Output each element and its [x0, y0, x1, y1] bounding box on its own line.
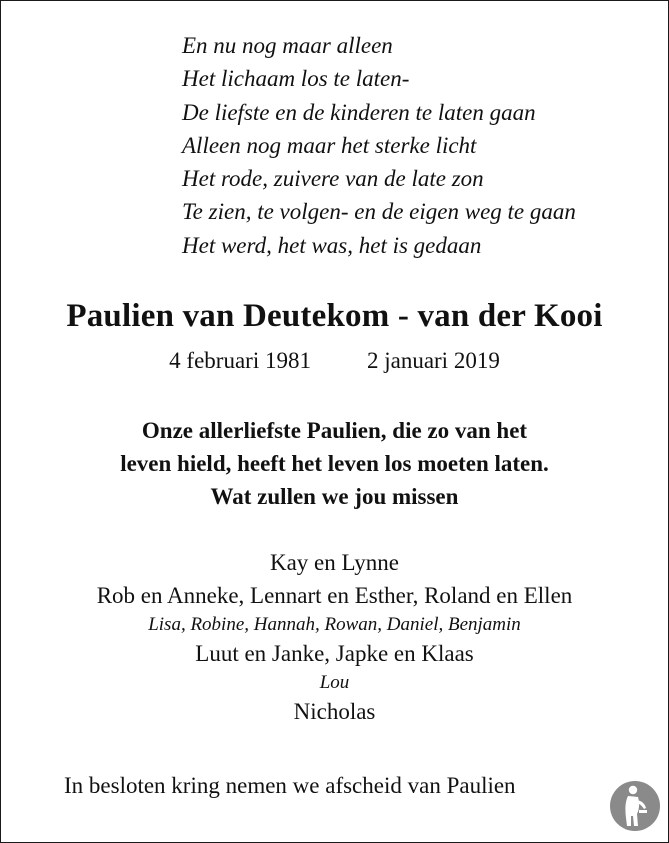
family-line: Luut en Janke, Japke en Klaas — [195, 641, 474, 666]
family-message — [0, 414, 669, 513]
poem-line: Het werd, het was, het is gedaan — [182, 232, 482, 258]
grandchildren-line: Lisa, Robine, Hannah, Rowan, Daniel, Benjamin — [148, 614, 521, 635]
closing-note: In besloten kring nemen we afscheid van Paulien — [64, 773, 516, 798]
family-line: Nicholas — [293, 699, 376, 724]
message-line: Onze allerliefste Paulien, die zo van het — [141, 418, 528, 443]
poem — [182, 29, 576, 262]
poem-line: Alleen nog maar het sterke licht — [182, 132, 477, 158]
poem-line: Het rode, zuivere van de late zon — [182, 166, 484, 192]
mourning-figure-icon — [609, 780, 661, 832]
life-dates — [0, 348, 669, 374]
family-list — [0, 546, 669, 728]
poem-line: Het lichaam los te laten- — [182, 66, 410, 92]
death-date: 2 januari 2019 — [366, 348, 500, 373]
grandchildren-line: Lou — [319, 672, 350, 693]
message-line: leven hield, heeft het leven los moeten laten. — [120, 451, 549, 476]
poem-line: De liefste en de kinderen te laten gaan — [182, 99, 536, 125]
poem-line: En nu nog maar alleen — [182, 33, 393, 58]
family-line: Kay en Lynne — [269, 550, 399, 575]
deceased-name: Paulien van Deutekom - van der Kooi — [66, 298, 603, 334]
poem-line: Te zien, te volgen- en de eigen weg te gaan — [182, 199, 576, 225]
birth-date: 4 februari 1981 — [169, 348, 311, 373]
message-line: Wat zullen we jou missen — [210, 484, 459, 509]
family-line: Rob en Anneke, Lennart en Esther, Roland en Ellen — [96, 583, 573, 608]
